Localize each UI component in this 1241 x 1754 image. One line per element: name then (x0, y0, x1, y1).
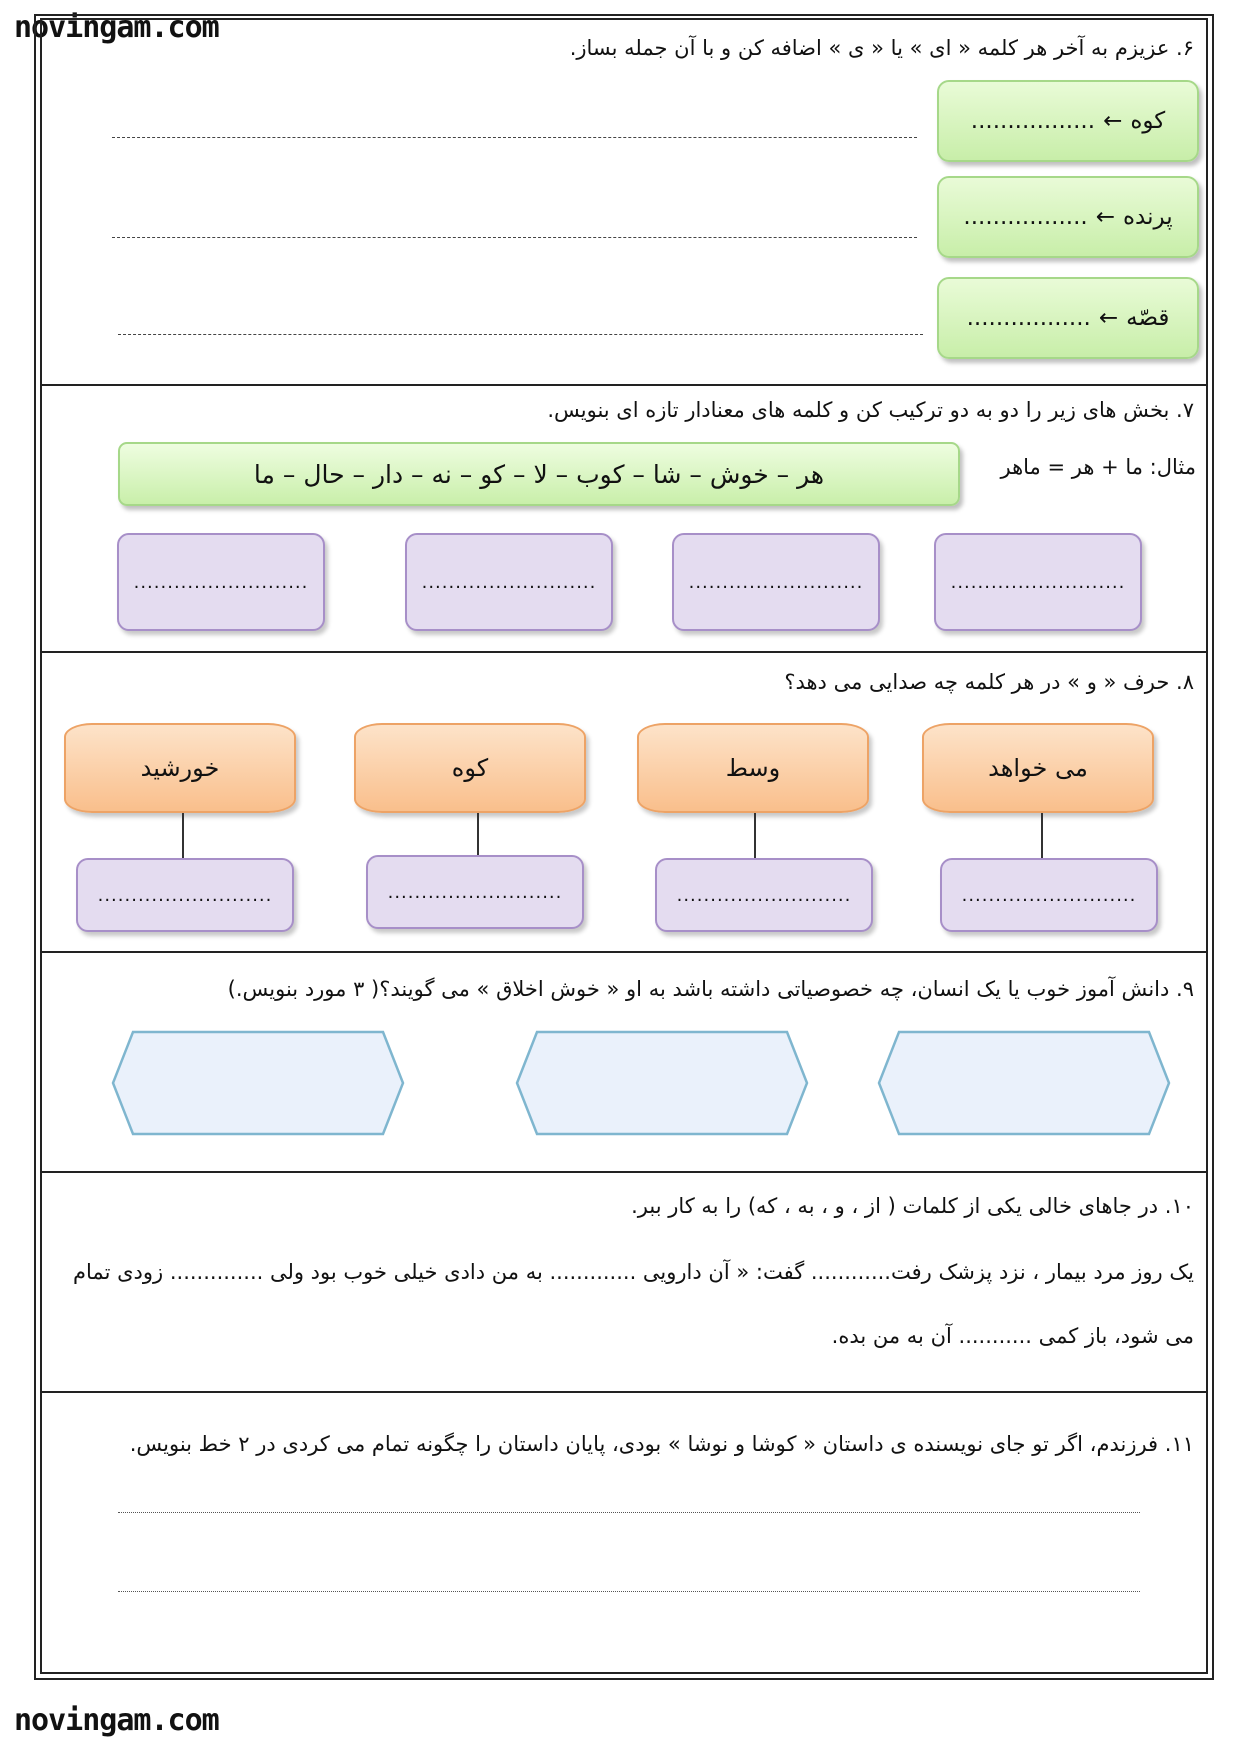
syllables-box (118, 442, 960, 506)
trait-answer-hexagon[interactable] (111, 1030, 405, 1136)
syllables-list: هر – خوش – شا – کوب – لا – کو – نه – دار – حال – ما (253, 459, 825, 489)
question-8-title: ۸. حرف « و » در هر کلمه چه صدایی می دهد؟ (784, 670, 1194, 694)
sound-answer-box[interactable] (76, 858, 294, 932)
sentence-answer-line[interactable] (112, 137, 917, 138)
word-blank[interactable]: ................. (970, 108, 1096, 134)
section-divider (40, 1391, 1208, 1393)
word-box-kooh (937, 80, 1199, 162)
sound-answer-box[interactable] (655, 858, 873, 932)
word-label: خورشید (140, 754, 220, 782)
answer-blank: .......................... (950, 571, 1126, 593)
answer-blank: .......................... (133, 571, 309, 593)
word-card (637, 723, 869, 813)
question-10-title: ۱۰. در جاهای خالی یکی از کلمات ( از ، و ، به ، که) را به کار ببر. (631, 1194, 1194, 1218)
answer-blank: .......................... (676, 884, 852, 906)
word-blank[interactable]: ................. (963, 204, 1088, 230)
section-divider (40, 951, 1208, 953)
answer-blank: .......................... (961, 884, 1137, 906)
answer-box[interactable] (117, 533, 325, 631)
answer-box[interactable] (405, 533, 613, 631)
sentence-answer-line[interactable] (118, 334, 923, 335)
connector-line (754, 813, 756, 858)
word-box-gheseh (937, 277, 1199, 359)
answer-blank: .......................... (688, 571, 864, 593)
word-card (64, 723, 296, 813)
trait-answer-hexagon[interactable] (877, 1030, 1171, 1136)
word-label: پرنده (1122, 204, 1173, 230)
sound-answer-box[interactable] (940, 858, 1158, 932)
story-answer-line[interactable] (118, 1512, 1140, 1513)
section-divider (40, 1171, 1208, 1173)
arrow-left-icon: ← (1103, 108, 1123, 134)
story-answer-line[interactable] (118, 1591, 1140, 1592)
connector-line (182, 813, 184, 858)
word-card (922, 723, 1154, 813)
answer-box[interactable] (934, 533, 1142, 631)
word-label: کوه (1130, 108, 1166, 134)
section-divider (40, 651, 1208, 653)
answer-blank: .......................... (97, 884, 273, 906)
fill-in-text-line-1[interactable]: یک روز مرد بیمار ، نزد پزشک رفت............ گفت: « آن دارویی ............. به من دادی خیلی خوب بود ولی .............. زودی تمام (73, 1260, 1194, 1284)
word-box-parandeh (937, 176, 1199, 258)
word-label: می خواهد (988, 754, 1088, 782)
answer-blank: .......................... (387, 881, 563, 903)
answer-blank: .......................... (421, 571, 597, 593)
watermark-bottom: novingam.com (14, 1703, 219, 1738)
page-border-inner (40, 18, 1208, 1674)
question-9-title: ۹. دانش آموز خوب یا یک انسان، چه خصوصیاتی داشته باشد به او « خوش اخلاق » می گویند؟( ۳ مورد بنویس.) (227, 977, 1194, 1001)
question-7-title: ۷. بخش های زیر را دو به دو ترکیب کن و کلمه های معنادار تازه ای بنویس. (547, 398, 1194, 422)
fill-in-text-line-2[interactable]: می شود، باز کمی ........... آن به من بده. (831, 1324, 1194, 1348)
connector-line (1041, 813, 1043, 858)
word-blank[interactable]: ................. (966, 305, 1091, 331)
example-text: مثال: ما + هر = ماهر (1000, 455, 1196, 479)
arrow-left-icon: ← (1095, 204, 1115, 230)
word-label: کوه (451, 754, 489, 782)
word-label: قصّه (1126, 305, 1170, 331)
answer-box[interactable] (672, 533, 880, 631)
sound-answer-box[interactable] (366, 855, 584, 929)
question-6-title: ۶. عزیزم به آخر هر کلمه « ای » یا « ی » اضافه کن و با آن جمله بساز. (569, 36, 1194, 60)
question-11-title: ۱۱. فرزندم، اگر تو جای نویسنده ی داستان « کوشا و نوشا » بودی، پایان داستان را چگونه تمام می کردی در ۲ خط بنویس. (129, 1432, 1194, 1456)
section-divider (40, 384, 1208, 386)
arrow-left-icon: ← (1098, 305, 1119, 331)
word-card (354, 723, 586, 813)
trait-answer-hexagon[interactable] (515, 1030, 809, 1136)
word-label: وسط (725, 754, 781, 782)
watermark-top: novingam.com (14, 10, 219, 45)
sentence-answer-line[interactable] (112, 237, 917, 238)
connector-line (477, 813, 479, 858)
